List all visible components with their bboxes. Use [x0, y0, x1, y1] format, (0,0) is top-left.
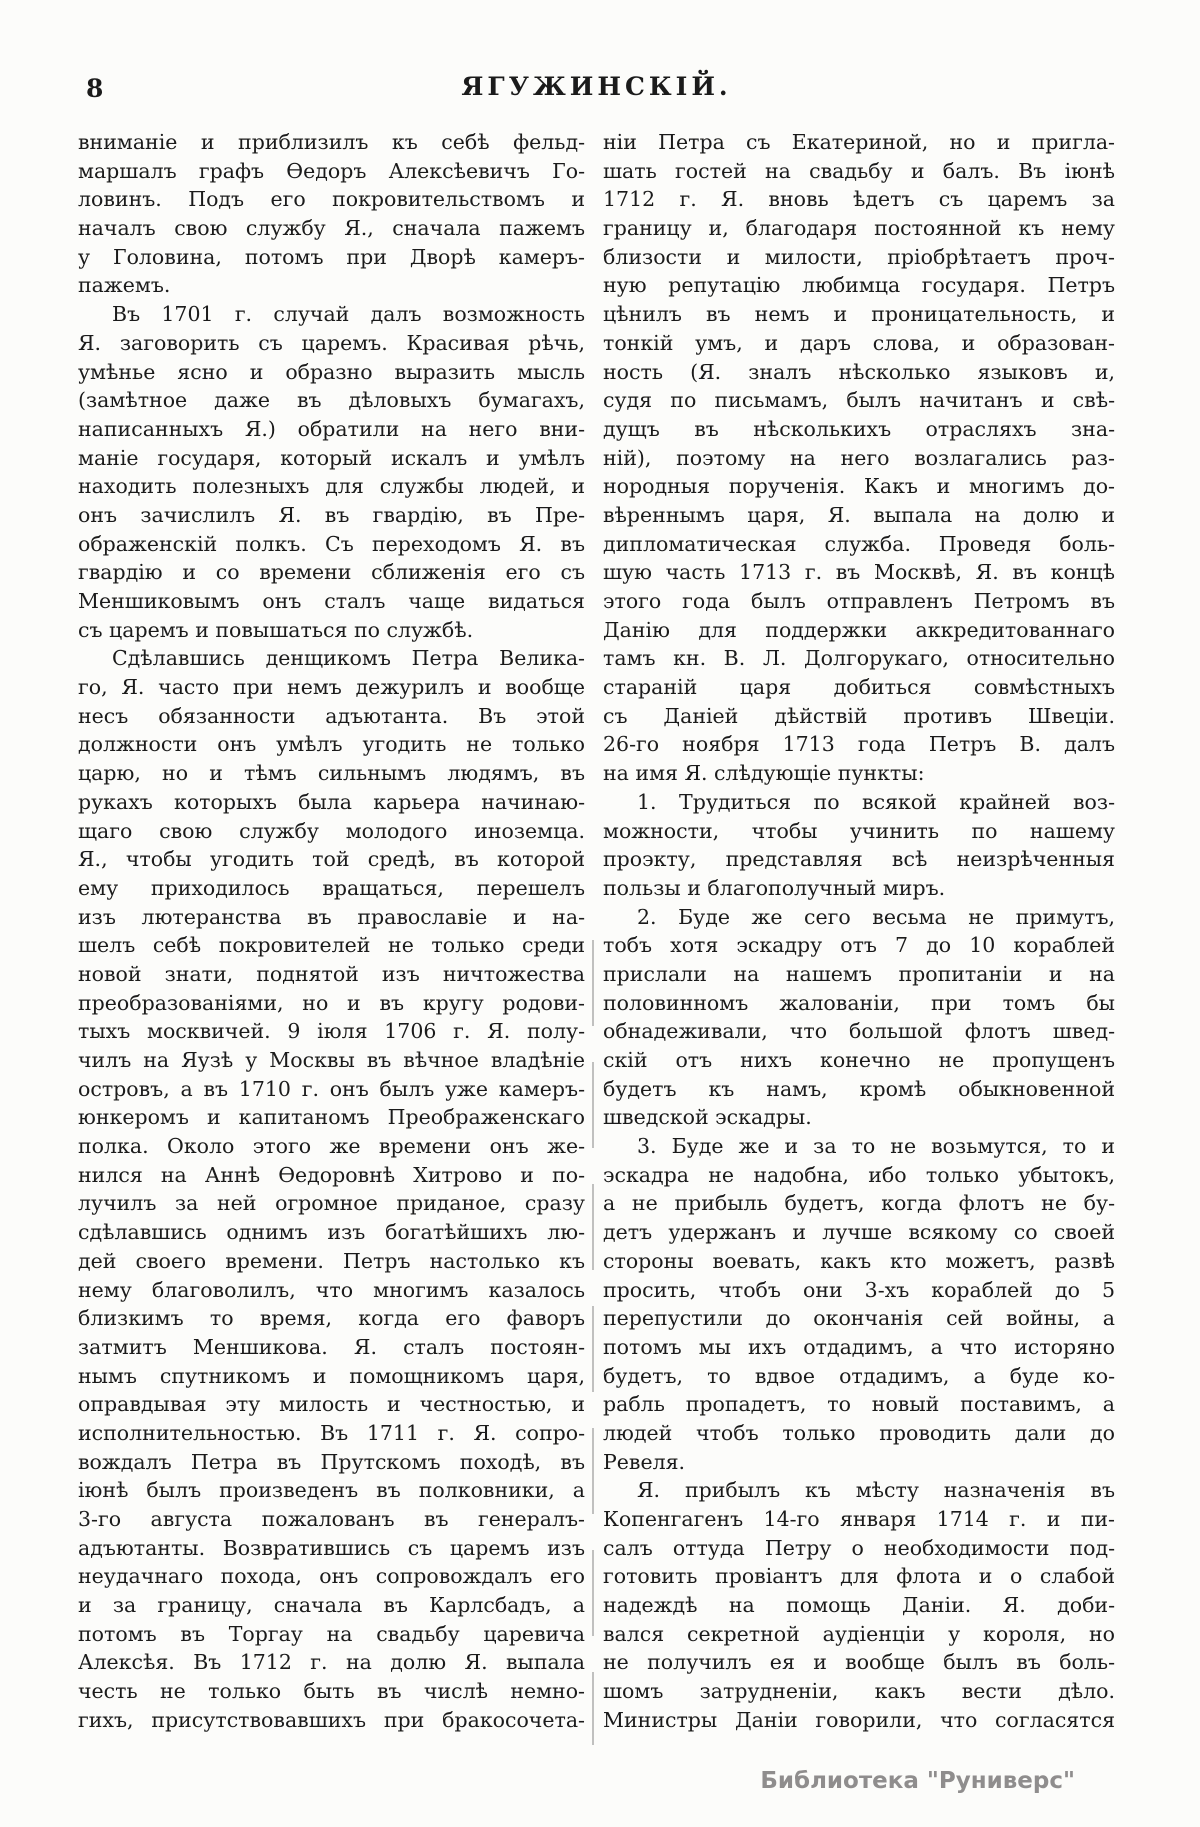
text-line: островъ, а въ 1710 г. онъ былъ уже камеръ- [78, 1076, 585, 1101]
text-line: съ Даніей дѣйствій противъ Швеціи. [603, 703, 1115, 728]
paragraph [603, 1476, 1115, 1734]
text-line: должности онъ умѣлъ угодить не только [78, 732, 585, 757]
text-line: нымъ спутникомъ и помощникомъ царя, [78, 1363, 585, 1388]
text-line: скій отъ нихъ конечно не пропущенъ [603, 1048, 1115, 1072]
text-line: шомъ затрудненіи, какъ вести дѣло. [603, 1679, 1115, 1704]
text-line: нился на Аннѣ Ѳедоровнѣ Хитрово и по- [78, 1162, 585, 1187]
text-line: полка. Около этого же времени онъ же- [78, 1134, 585, 1159]
paragraph [603, 903, 1115, 1133]
text-line: Меншиковымъ онъ сталъ чаще видаться [78, 589, 585, 613]
text-line: пользы и благополучный миръ. [603, 875, 946, 900]
text-line: шать гостей на свадьбу и балъ. Въ іюнѣ [603, 158, 1115, 183]
text-line: лучилъ за ней огромное приданое, сразу [78, 1191, 585, 1216]
text-line: эскадра не надобна, ибо только убытокъ, [603, 1162, 1115, 1187]
text-line: іюнѣ былъ произведенъ въ полковники, а [78, 1478, 585, 1503]
text-line: 3. Буде же и за то не возьмутся, то и [637, 1134, 1115, 1159]
text-line: ображенскій полкъ. Съ переходомъ Я. въ [78, 531, 585, 556]
text-line: изъ лютеранства въ православіе и на- [78, 904, 585, 929]
text-line: онъ зачислилъ Я. въ гвардію, въ Пре- [78, 502, 585, 527]
text-line: нему благоволилъ, что многимъ казалось [78, 1277, 585, 1302]
text-line: находить полезныхъ для службы людей, и [78, 474, 585, 499]
text-line: не получилъ ея и вообще былъ въ боль- [603, 1650, 1115, 1675]
text-line: этого года былъ отправленъ Петромъ въ [603, 589, 1115, 613]
page-number: 8 [86, 74, 104, 103]
text-line: шелъ себѣ покровителей не только среди [78, 933, 585, 958]
text-line: оправдывая эту милость и честностью, и [78, 1392, 585, 1417]
text-line: исполнительностью. Въ 1711 г. Я. сопро- [78, 1420, 585, 1445]
text-line: Я. прибылъ къ мѣсту назначенія въ [637, 1478, 1115, 1503]
text-line: 1712 г. Я. вновь ѣдетъ съ царемъ за [603, 187, 1115, 212]
paragraph [603, 1132, 1115, 1476]
text-line: тамъ кн. В. Л. Долгорукаго, относительно [603, 646, 1115, 671]
text-line: затмитъ Меншикова. Я. сталъ постоян- [78, 1334, 585, 1359]
text-line: просить, чтобъ они 3-хъ кораблей до 5 [603, 1277, 1115, 1302]
library-watermark: Библиотека "Руниверс" [760, 1768, 1075, 1794]
text-line: тонкій умъ, и даръ слова, и образован- [603, 330, 1115, 355]
text-line: на имя Я. слѣдующіе пункты: [603, 761, 925, 786]
text-line: сдѣлавшись однимъ изъ богатѣйшихъ лю- [78, 1220, 585, 1245]
text-line: судя по письмамъ, былъ начитанъ и свѣ- [603, 388, 1115, 413]
text-line: ніи Петра съ Екатериной, но и пригла- [603, 130, 1115, 154]
text-line: юнкеромъ и капитаномъ Преображенскаго [78, 1105, 585, 1130]
text-line: Алексѣя. Въ 1712 г. на долю Я. выпала [78, 1650, 585, 1675]
text-line: 2. Буде же сего весьма не примутъ, [637, 904, 1115, 929]
text-line: близости и милости, пріобрѣтаетъ проч- [603, 244, 1115, 269]
text-line: царю, но и тѣмъ сильнымъ людямъ, въ [78, 761, 585, 786]
text-line: салъ оттуда Петру о необходимости под- [603, 1535, 1115, 1560]
text-line: цѣнилъ въ немъ и проницательность, и [603, 302, 1115, 327]
text-line: Ревеля. [603, 1449, 686, 1474]
text-line: маніе государя, который искалъ и умѣлъ [78, 445, 585, 470]
text-line: готовить провіантъ для флота и о слабой [603, 1564, 1115, 1589]
text-line: Въ 1701 г. случай далъ возможность [112, 302, 585, 327]
text-line: потомъ въ Торгау на свадьбу царевича [78, 1621, 585, 1646]
text-line: близкимъ то время, когда его фаворъ [78, 1306, 585, 1331]
text-line: а не прибыль будетъ, когда флотъ не бу- [603, 1191, 1115, 1216]
text-line: несъ обязанности адъютанта. Въ этой [78, 703, 585, 728]
text-line: чилъ на Яузѣ у Москвы въ вѣчное владѣніе [78, 1048, 585, 1072]
text-line: Я., чтобы угодить той средѣ, въ которой [78, 847, 585, 872]
text-line: прислали на нашемъ пропитаніи и на [603, 961, 1115, 986]
text-line: маршалъ графъ Ѳедоръ Алексѣевичъ Го- [78, 158, 585, 183]
text-line: тобъ хотя эскадру отъ 7 до 10 кораблей [603, 933, 1115, 958]
text-line: шведской эскадры. [603, 1105, 812, 1130]
text-line: умѣнье ясно и образно выразить мысль [78, 359, 585, 384]
text-line: преобразованіями, но и въ кругу родови- [78, 990, 585, 1015]
text-line: гихъ, присутствовавшихъ при бракосочета- [78, 1707, 585, 1732]
paragraph [78, 128, 585, 300]
text-line: честь не только быть въ числѣ немно- [78, 1679, 585, 1704]
running-title: ЯГУЖИНСКІЙ. [461, 72, 732, 101]
text-line: неудачнаго похода, онъ сопровождалъ его [78, 1564, 585, 1589]
text-line: детъ удержанъ и лучше всякому со своей [603, 1220, 1115, 1245]
text-line: стороны воевать, какъ кто можетъ, развѣ [603, 1248, 1115, 1273]
text-line: стараній царя добиться совмѣстныхъ [603, 675, 1115, 700]
text-line: пажемъ. [78, 273, 171, 298]
text-line: ловинъ. Подъ его покровительствомъ и [78, 187, 585, 212]
text-line: написанныхъ Я.) обратили на него вни- [78, 416, 585, 441]
text-line: можности, чтобы учинить по нашему [603, 818, 1115, 843]
paragraph [603, 788, 1115, 903]
text-line: ему приходилось вращаться, перешелъ [78, 875, 585, 900]
text-line: гвардію и со времени сближенія его съ [78, 560, 585, 585]
text-line: дущъ въ нѣсколькихъ отрасляхъ зна- [603, 416, 1115, 441]
text-line: ную репутацію любимца государя. Петръ [603, 273, 1115, 298]
text-line: ность (Я. зналъ нѣсколько языковъ и, [603, 359, 1115, 384]
text-line: началъ свою службу Я., сначала пажемъ [78, 216, 585, 241]
text-line: новой знати, поднятой изъ ничтожества [78, 961, 585, 986]
text-line: 26-го ноября 1713 года Петръ В. далъ [603, 732, 1115, 757]
text-line: будетъ, то вдвое отдадимъ, а буде ко- [603, 1363, 1115, 1388]
text-line: Копенгагенъ 14-го января 1714 г. и пи- [603, 1507, 1115, 1531]
text-line: ній), поэтому на него возлагались раз- [603, 445, 1115, 470]
text-line: вался секретной аудіенціи у короля, но [603, 1621, 1115, 1646]
text-line: вождалъ Петра въ Прутскомъ походѣ, въ [78, 1449, 585, 1474]
text-line: вниманіе и приблизилъ къ себѣ фельд- [78, 130, 585, 154]
text-line: вѣреннымъ царя, Я. выпала на долю и [603, 502, 1115, 527]
text-line: людей чтобъ только проводить дали до [603, 1420, 1115, 1445]
text-line: Я. заговорить съ царемъ. Красивая рѣчь, [78, 330, 585, 355]
text-line: будетъ къ намъ, кромѣ обыкновенной [603, 1076, 1115, 1101]
column-divider-rule [592, 940, 594, 1745]
text-line: нородныя порученія. Какъ и многимъ до- [603, 474, 1115, 499]
text-line: 1. Трудиться по всякой крайней воз- [637, 789, 1115, 814]
text-line: потомъ мы ихъ отдадимъ, а что исторяно [603, 1334, 1115, 1359]
text-line: съ царемъ и повышаться по службѣ. [78, 617, 474, 642]
text-line: адъютанты. Возвратившись съ царемъ изъ [78, 1535, 585, 1560]
text-line: у Головина, потомъ при Дворѣ камеръ- [78, 244, 585, 269]
paragraph [78, 644, 585, 1734]
paragraph [78, 300, 585, 644]
text-line: и за границу, сначала въ Карлсбадъ, а [78, 1593, 585, 1618]
text-line: дей своего времени. Петръ настолько къ [78, 1248, 585, 1273]
text-line: рукахъ которыхъ была карьера начинаю- [78, 789, 585, 814]
text-line: рабль пропадетъ, то новый поставимъ, а [603, 1392, 1115, 1417]
text-line: 3-го августа пожалованъ въ генералъ- [78, 1507, 585, 1531]
paragraph [603, 128, 1115, 788]
text-line: перепустили до окончанія сей войны, а [603, 1306, 1115, 1331]
text-column-left [78, 128, 585, 1735]
text-line: границу и, благодаря постоянной къ нему [603, 216, 1115, 241]
text-line: Министры Даніи говорили, что согласятся [603, 1707, 1115, 1732]
text-line: надеждѣ на помощь Даніи. Я. доби- [603, 1593, 1115, 1618]
text-line: шую часть 1713 г. въ Москвѣ, Я. въ концѣ [603, 560, 1115, 585]
text-line: тыхъ москвичей. 9 іюля 1706 г. Я. полу- [78, 1019, 585, 1044]
text-line: обнадеживали, что большой флотъ швед- [603, 1019, 1115, 1044]
text-line: Сдѣлавшись денщикомъ Петра Велика- [112, 646, 585, 671]
text-line: Данію для поддержки аккредитованнаго [603, 617, 1115, 642]
text-line: дипломатическая служба. Проведя боль- [603, 531, 1115, 556]
text-line: половинномъ жалованіи, при томъ бы [603, 990, 1115, 1015]
text-column-right [603, 128, 1115, 1735]
text-line: (замѣтное даже въ дѣловыхъ бумагахъ, [78, 388, 585, 413]
text-line: щаго свою службу молодого иноземца. [78, 818, 585, 843]
text-line: проэкту, представляя всѣ неизрѣченныя [603, 847, 1115, 872]
text-line: го, Я. часто при немъ дежурилъ и вообще [78, 675, 585, 700]
